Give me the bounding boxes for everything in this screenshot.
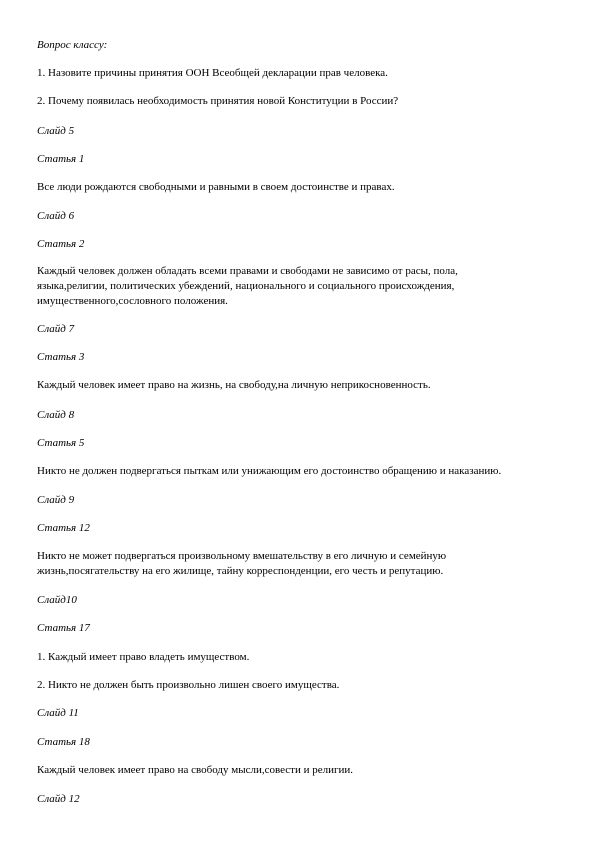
article-text: 2. Никто не должен быть произвольно лишен своего имущества.	[37, 679, 340, 691]
slide-label: Слайд 6	[37, 210, 75, 222]
article-text-line: языка,религии, политических убеждений, национального и социального происхождения,	[37, 280, 455, 292]
article-label: Статья 3	[37, 351, 85, 363]
question-2: 2. Почему появилась необходимость принятия новой Конституции в России?	[37, 95, 399, 107]
article-text: Каждый человек имеет право на жизнь, на свободу,на личную неприкосновенность.	[37, 379, 431, 391]
article-text: Каждый человек имеет право на свободу мысли,совести и религии.	[37, 764, 354, 776]
slide-label: Слайд 9	[37, 494, 75, 506]
question-1: 1. Назовите причины принятия ООН Всеобщей декларации прав человека.	[37, 67, 388, 79]
article-text: 1. Каждый имеет право владеть имуществом.	[37, 651, 250, 663]
article-label: Статья 1	[37, 153, 85, 165]
article-text-line: имущественного,сословного положения.	[37, 295, 228, 307]
article-text: Никто не должен подвергаться пыткам или унижающим его достоинство обращению и наказанию.	[37, 465, 502, 477]
article-text-line: жизнь,посягательству на его жилище, тайну корреспонденции, его честь и репутацию.	[37, 565, 444, 577]
question-heading: Вопрос классу:	[37, 39, 108, 51]
article-label: Статья 2	[37, 238, 85, 250]
article-text-line: Никто не может подвергаться произвольному вмешательству в его личную и семейную	[37, 550, 447, 562]
article-text	[37, 549, 567, 579]
slide-label: Слайд 11	[37, 707, 79, 719]
article-text	[37, 264, 567, 309]
article-label: Статья 17	[37, 622, 90, 634]
article-label: Статья 5	[37, 437, 85, 449]
article-label: Статья 12	[37, 522, 90, 534]
article-label: Статья 18	[37, 736, 90, 748]
slide-label: Слайд 5	[37, 125, 75, 137]
slide-label: Слайд 12	[37, 793, 80, 805]
slide-label: Слайд 7	[37, 323, 75, 335]
slide-label: Слайд10	[37, 594, 77, 606]
article-text: Все люди рождаются свободными и равными в своем достоинстве и правах.	[37, 181, 395, 193]
slide-label: Слайд 8	[37, 409, 75, 421]
article-text-line: Каждый человек должен обладать всеми правами и свободами не зависимо от расы, пола,	[37, 265, 458, 277]
